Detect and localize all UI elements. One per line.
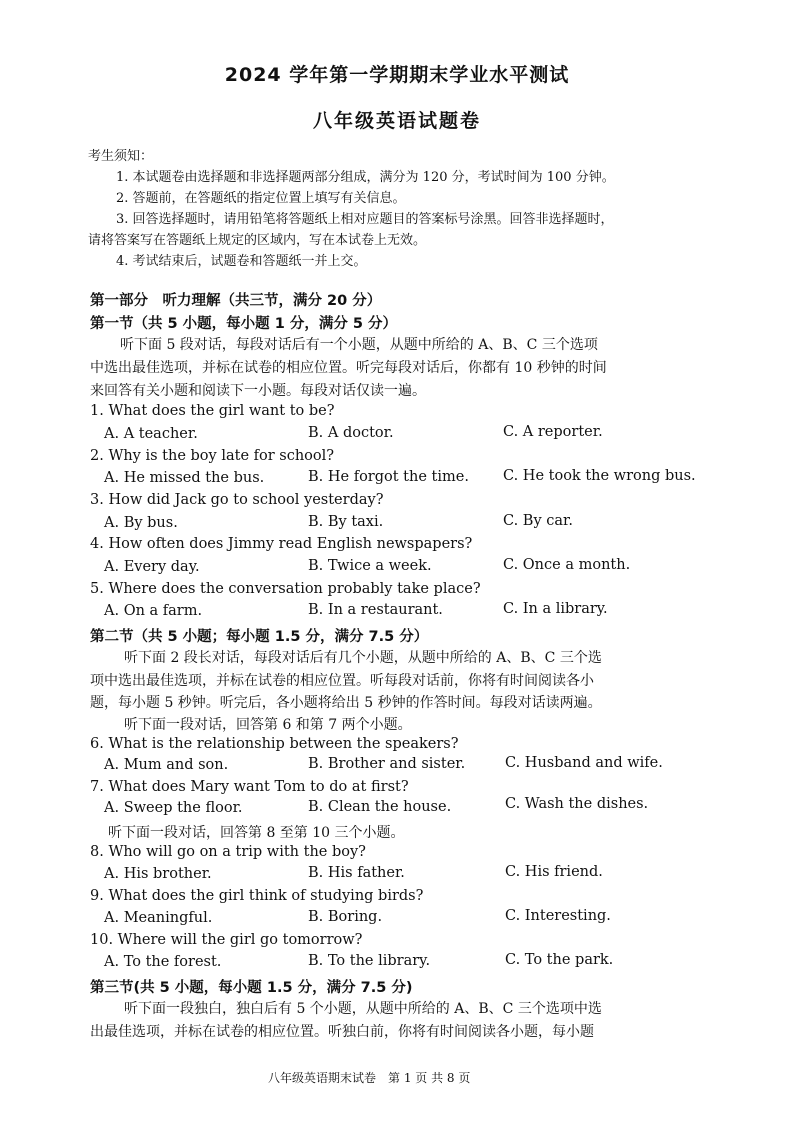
option-c: C. Husband and wife. [505, 755, 663, 771]
option-c: C. His friend. [505, 864, 603, 880]
notice-line: 1. 本试题卷由选择题和非选择题两部分组成，满分为 120 分，考试时间为 100 分钟。 [116, 170, 615, 185]
section2-heading: 第二节（共 5 小题；每小题 1.5 分，满分 7.5 分） [90, 629, 429, 645]
candidate-notice [88, 146, 728, 272]
option-b: B. His father. [308, 865, 405, 881]
section1-instructions: 中选出最佳选项，并标在试卷的相应位置。听完每段对话后，你都有 10 秒钟的时间 [90, 360, 607, 376]
option-c: C. In a library. [503, 601, 608, 617]
section1-instructions: 来回答有关小题和阅读下一小题。每段对话仅读一遍。 [90, 383, 426, 399]
dialog1-intro: 听下面一段对话，回答第 6 和第 7 两个小题。 [124, 717, 412, 733]
dialog2-intro: 听下面一段对话，回答第 8 至第 10 三个小题。 [108, 825, 405, 841]
exam-title: 2024 学年第一学期期末学业水平测试 [224, 64, 570, 86]
notice-line: 3. 回答选择题时，请用铅笔将答题纸上相对应题目的答案标号涂黑。回答非选择题时， [116, 212, 614, 227]
question-1: 1. What does the girl want to be? [90, 403, 335, 419]
section3-heading: 第三节(共 5 小题，每小题 1.5 分，满分 7.5 分) [90, 980, 413, 996]
notice-line: 请将答案写在答题纸上规定的区域内，写在本试卷上无效。 [88, 233, 427, 248]
option-c: C. By car. [503, 513, 573, 529]
exam-subtitle: 八年级英语试题卷 [312, 110, 481, 132]
option-b: B. By taxi. [308, 514, 384, 530]
option-c: C. To the park. [505, 952, 614, 968]
option-b: B. To the library. [308, 953, 431, 969]
part1-heading: 第一部分 听力理解（共三节，满分 20 分） [90, 293, 382, 309]
section2-instructions: 题，每小题 5 秒钟。听完后，各小题将给出 5 秒钟的作答时间。每段对话读两遍。 [90, 695, 602, 711]
option-a: A. On a farm. [104, 603, 203, 619]
page-footer: 八年级英语期末试卷 第 1 页 共 8 页 [268, 1071, 471, 1085]
option-b: B. Twice a week. [308, 558, 432, 574]
section2-instructions: 项中选出最佳选项，并标在试卷的相应位置。听每段对话前，你将有时间阅读各小 [90, 673, 594, 689]
option-b: B. In a restaurant. [308, 602, 443, 618]
notice-line: 2. 答题前，在答题纸的指定位置上填写有关信息。 [116, 191, 406, 206]
option-c: C. Wash the dishes. [505, 796, 649, 812]
option-b: B. Brother and sister. [308, 756, 466, 772]
question-2: 2. Why is the boy late for school? [90, 448, 335, 464]
option-a: A. His brother. [104, 866, 212, 882]
question-8: 8. Who will go on a trip with the boy? [90, 844, 366, 860]
section1-instructions: 听下面 5 段对话，每段对话后有一个小题，从题中所给的 A、B、C 三个选项 [120, 337, 598, 353]
option-a: A. By bus. [104, 515, 178, 531]
option-a: A. Mum and son. [104, 757, 229, 773]
question-5: 5. Where does the conversation probably take place? [90, 581, 481, 597]
option-b: B. Boring. [308, 909, 383, 925]
section3-instructions: 听下面一段独白，独白后有 5 个小题，从题中所给的 A、B、C 三个选项中选 [124, 1001, 602, 1017]
option-a: A. Meaningful. [104, 910, 213, 926]
question-9: 9. What does the girl think of studying birds? [90, 888, 424, 904]
option-a: A. Every day. [104, 559, 200, 575]
option-c: C. A reporter. [503, 424, 603, 440]
option-b: B. He forgot the time. [308, 469, 469, 485]
section2-instructions: 听下面 2 段长对话，每段对话后有几个小题，从题中所给的 A、B、C 三个选 [124, 650, 602, 666]
option-c: C. Interesting. [505, 908, 611, 924]
notice-heading: 考生须知： [88, 149, 154, 164]
option-a: A. He missed the bus. [104, 470, 265, 486]
option-a: A. To the forest. [104, 954, 222, 970]
notice-line: 4. 考试结束后，试题卷和答题纸一并上交。 [116, 254, 367, 269]
question-6: 6. What is the relationship between the speakers? [90, 736, 459, 752]
option-a: A. Sweep the floor. [104, 800, 243, 816]
section3-instructions: 出最佳选项，并标在试卷的相应位置。听独白前，你将有时间阅读各小题，每小题 [90, 1024, 594, 1040]
option-a: A. A teacher. [104, 426, 198, 442]
question-4: 4. How often does Jimmy read English newspapers? [90, 536, 473, 552]
question-10: 10. Where will the girl go tomorrow? [90, 932, 363, 948]
option-c: C. He took the wrong bus. [503, 468, 696, 484]
question-3: 3. How did Jack go to school yesterday? [90, 492, 384, 508]
section1-heading: 第一节（共 5 小题，每小题 1 分，满分 5 分） [90, 316, 398, 332]
question-7: 7. What does Mary want Tom to do at first? [90, 779, 409, 795]
option-b: B. A doctor. [308, 425, 394, 441]
option-c: C. Once a month. [503, 557, 631, 573]
option-b: B. Clean the house. [308, 799, 452, 815]
